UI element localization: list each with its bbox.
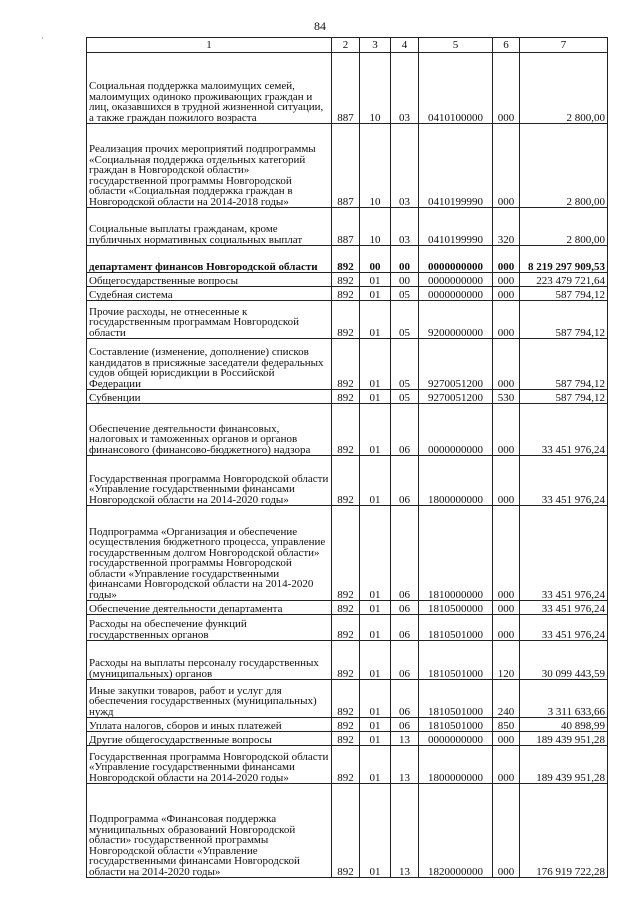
row-ved-code: 892 [332,746,360,784]
row-name: Другие общегосударственные вопросы [87,732,332,746]
row-expense-type: 000 [493,301,520,339]
row-ved-code: 887 [332,208,360,246]
row-subsection-code: 05 [391,339,419,390]
scan-speck: · [41,34,44,43]
row-expense-type: 530 [493,390,520,404]
row-ved-code: 892 [332,287,360,301]
table-body [87,53,608,878]
row-expense-type: 000 [493,404,520,456]
row-ved-code: 892 [332,390,360,404]
row-amount: 587 794,12 [520,301,608,339]
row-amount: 2 800,00 [520,53,608,124]
row-target-article: 0000000000 [419,246,493,273]
table-row [87,246,608,273]
row-target-article: 1810000000 [419,506,493,601]
row-target-article: 1810500000 [419,601,493,615]
row-section-code: 01 [360,680,391,718]
row-name: Расходы на выплаты персоналу государственных (муниципальных) органов [87,641,332,680]
row-target-article: 1800000000 [419,746,493,784]
row-target-article: 1810501000 [419,680,493,718]
table-row [87,746,608,784]
row-amount: 33 451 976,24 [520,506,608,601]
table-row [87,680,608,718]
row-target-article: 1810501000 [419,615,493,641]
row-subsection-code: 05 [391,390,419,404]
table-row [87,718,608,732]
row-expense-type: 000 [493,273,520,287]
row-section-code: 01 [360,784,391,878]
row-name: Составление (изменение, дополнение) списков кандидатов в присяжные заседатели федеральных судов общей юрисдикции в Российской Федерации [87,339,332,390]
row-expense-type: 000 [493,615,520,641]
table-row [87,287,608,301]
row-name: Прочие расходы, не отнесенные к государственным программам Новгородской области [87,301,332,339]
row-subsection-code: 03 [391,208,419,246]
row-section-code: 01 [360,456,391,506]
row-name: Субвенции [87,390,332,404]
row-subsection-code: 03 [391,124,419,208]
row-section-code: 01 [360,601,391,615]
row-section-code: 10 [360,208,391,246]
row-amount: 2 800,00 [520,124,608,208]
row-amount: 3 311 633,66 [520,680,608,718]
table-row [87,456,608,506]
row-expense-type: 000 [493,746,520,784]
header-col-4: 4 [391,38,419,53]
row-target-article: 0000000000 [419,404,493,456]
row-expense-type: 000 [493,339,520,390]
row-expense-type: 120 [493,641,520,680]
row-target-article: 9270051200 [419,390,493,404]
row-target-article: 1810501000 [419,718,493,732]
row-name: Общегосударственные вопросы [87,273,332,287]
table-row [87,784,608,878]
row-amount: 587 794,12 [520,339,608,390]
row-target-article: 0000000000 [419,732,493,746]
row-name: Социальные выплаты гражданам, кроме публичных нормативных социальных выплат [87,208,332,246]
page-number: 84 [314,19,326,33]
row-amount: 40 898,99 [520,718,608,732]
row-name: Государственная программа Новгородской области «Управление государственными финансами Новгородской области на 2014-2020 годы» [87,746,332,784]
row-subsection-code: 03 [391,53,419,124]
row-section-code: 00 [360,246,391,273]
row-name: Подпрограмма «Организация и обеспечение осуществления бюджетного процесса, управление государственным долгом Новгородской области» государственной программы Новгородской области «Управление государственными финансами Новгородской области на 2014-2020 годы» [87,506,332,601]
row-expense-type: 240 [493,680,520,718]
table-row [87,208,608,246]
table-row [87,273,608,287]
row-target-article: 1810501000 [419,641,493,680]
row-section-code: 01 [360,339,391,390]
row-name: департамент финансов Новгородской области [87,246,332,273]
row-amount: 587 794,12 [520,390,608,404]
row-subsection-code: 06 [391,601,419,615]
header-row [87,38,608,53]
row-subsection-code: 06 [391,641,419,680]
row-amount: 33 451 976,24 [520,601,608,615]
row-ved-code: 892 [332,718,360,732]
row-expense-type: 000 [493,784,520,878]
header-col-3: 3 [360,38,391,53]
row-ved-code: 887 [332,53,360,124]
row-target-article: 0410100000 [419,53,493,124]
table-row [87,339,608,390]
row-expense-type: 000 [493,732,520,746]
row-section-code: 01 [360,390,391,404]
row-target-article: 1800000000 [419,456,493,506]
row-subsection-code: 06 [391,718,419,732]
table-row [87,601,608,615]
row-section-code: 10 [360,124,391,208]
table-row [87,53,608,124]
row-ved-code: 892 [332,784,360,878]
row-ved-code: 892 [332,339,360,390]
row-amount: 33 451 976,24 [520,615,608,641]
row-target-article: 0000000000 [419,273,493,287]
row-section-code: 01 [360,301,391,339]
row-ved-code: 892 [332,506,360,601]
row-subsection-code: 00 [391,246,419,273]
row-name: Уплата налогов, сборов и иных платежей [87,718,332,732]
row-ved-code: 892 [332,273,360,287]
table-row [87,615,608,641]
row-name: Иные закупки товаров, работ и услуг для обеспечения государственных (муниципальных) нужд [87,680,332,718]
row-name: Государственная программа Новгородской области «Управление государственными финансами Новгородской области на 2014-2020 годы» [87,456,332,506]
row-subsection-code: 06 [391,404,419,456]
row-subsection-code: 13 [391,784,419,878]
table-row [87,124,608,208]
row-name: Обеспечение деятельности финансовых, налоговых и таможенных органов и органов финансового (финансово-бюджетного) надзора [87,404,332,456]
row-ved-code: 892 [332,615,360,641]
row-expense-type: 000 [493,456,520,506]
row-target-article: 0000000000 [419,287,493,301]
header-col-6: 6 [493,38,520,53]
header-col-5: 5 [419,38,493,53]
row-expense-type: 000 [493,53,520,124]
row-section-code: 01 [360,718,391,732]
row-section-code: 01 [360,404,391,456]
table-row [87,506,608,601]
row-amount: 33 451 976,24 [520,456,608,506]
row-section-code: 01 [360,273,391,287]
row-expense-type: 320 [493,208,520,246]
row-target-article: 0410199990 [419,124,493,208]
row-section-code: 01 [360,746,391,784]
row-ved-code: 892 [332,601,360,615]
row-amount: 189 439 951,28 [520,732,608,746]
row-ved-code: 887 [332,124,360,208]
row-name: Расходы на обеспечение функций государственных органов [87,615,332,641]
row-section-code: 01 [360,732,391,746]
row-subsection-code: 13 [391,746,419,784]
header-col-7: 7 [520,38,608,53]
row-expense-type: 000 [493,601,520,615]
row-ved-code: 892 [332,404,360,456]
row-subsection-code: 06 [391,456,419,506]
row-section-code: 01 [360,506,391,601]
row-section-code: 01 [360,287,391,301]
table-row [87,404,608,456]
row-ved-code: 892 [332,301,360,339]
row-amount: 33 451 976,24 [520,404,608,456]
row-amount: 223 479 721,64 [520,273,608,287]
row-subsection-code: 06 [391,506,419,601]
row-name: Судебная система [87,287,332,301]
row-ved-code: 892 [332,246,360,273]
row-expense-type: 850 [493,718,520,732]
row-target-article: 1820000000 [419,784,493,878]
row-name: Социальная поддержка малоимущих семей, малоимущих одиноко проживающих граждан и лиц, оказавшихся в трудной жизненной ситуации, а также граждан пожилого возраста [87,53,332,124]
row-subsection-code: 06 [391,680,419,718]
row-amount: 8 219 297 909,53 [520,246,608,273]
row-amount: 189 439 951,28 [520,746,608,784]
row-target-article: 9270051200 [419,339,493,390]
row-amount: 587 794,12 [520,287,608,301]
row-name: Реализация прочих мероприятий подпрограммы «Социальная поддержка отдельных категорий граждан в Новгородской области» государственной программы Новгородской области «Социальная поддержка граждан в Новгородской области на 2014-2018 годы» [87,124,332,208]
row-name: Обеспечение деятельности департамента [87,601,332,615]
row-amount: 2 800,00 [520,208,608,246]
row-subsection-code: 06 [391,615,419,641]
row-subsection-code: 05 [391,301,419,339]
row-ved-code: 892 [332,641,360,680]
row-subsection-code: 05 [391,287,419,301]
row-ved-code: 892 [332,456,360,506]
header-col-1: 1 [87,38,332,53]
row-section-code: 01 [360,615,391,641]
header-col-2: 2 [332,38,360,53]
row-target-article: 9200000000 [419,301,493,339]
row-expense-type: 000 [493,246,520,273]
row-expense-type: 000 [493,287,520,301]
row-section-code: 10 [360,53,391,124]
budget-table [86,37,608,878]
table-row [87,732,608,746]
row-name: Подпрограмма «Финансовая поддержка муниципальных образований Новгородской области» государственной программы Новгородской области «Управление государственными финансами Новгородской области на 2014-2020 годы» [87,784,332,878]
row-target-article: 0410199990 [419,208,493,246]
row-section-code: 01 [360,641,391,680]
row-subsection-code: 00 [391,273,419,287]
row-ved-code: 892 [332,680,360,718]
table-row [87,390,608,404]
row-ved-code: 892 [332,732,360,746]
row-amount: 176 919 722,28 [520,784,608,878]
row-subsection-code: 13 [391,732,419,746]
row-expense-type: 000 [493,506,520,601]
row-expense-type: 000 [493,124,520,208]
table-row [87,641,608,680]
row-amount: 30 099 443,59 [520,641,608,680]
table-row [87,301,608,339]
